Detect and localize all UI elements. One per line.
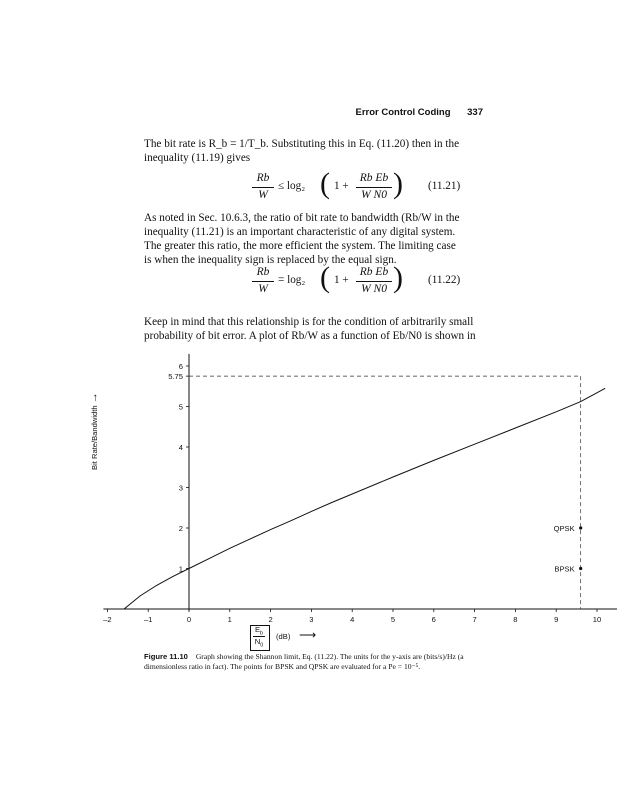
x-tick-label: 9: [554, 615, 559, 624]
y-axis-arrow: →: [88, 392, 100, 404]
eq1-rhs-denominator: W N0: [361, 189, 387, 201]
paragraph-line: inequality (11.21) is an important characteristic of any digital system.: [144, 226, 456, 238]
paragraph-line: Keep in mind that this relationship is for the condition of arbitrarily small: [144, 316, 474, 328]
running-title: Error Control Coding: [355, 107, 451, 118]
eq2-relation: = log₂: [278, 274, 306, 286]
y-tick-label: 1: [178, 564, 183, 574]
eq1-right-paren: ): [393, 167, 403, 200]
eq1-one-plus: 1 +: [334, 180, 349, 192]
data-point-label: BPSK: [554, 564, 575, 574]
caption-text: Graph showing the Shannon limit, Eq. (11.22). The units for the y-axis are (bits/s)/Hz (a dimensionless ratio in fact). The points for BPSK and QPSK are evaluated for a Pe = 10⁻⁵.: [144, 652, 464, 672]
x-tick-label: 6: [431, 615, 436, 624]
y-axis-label: [88, 350, 100, 470]
eq2-number: (11.22): [428, 274, 461, 286]
eq2-lhs-denominator: W: [258, 283, 268, 295]
x-tick-label: –2: [103, 615, 112, 624]
eq1-lhs-numerator: Rb: [256, 172, 270, 184]
series-line-shannon-limit: [124, 388, 605, 609]
eq2-one-plus: 1 +: [334, 274, 349, 286]
x-tick-label: 8: [513, 615, 518, 624]
x-axis-arrow: ⟶: [299, 628, 317, 642]
x-label-denominator: $N_0$: [254, 637, 264, 649]
y-tick-label: 3: [178, 483, 183, 493]
page-number: 337: [467, 107, 483, 118]
data-point-label: QPSK: [553, 524, 575, 533]
figure-label: Figure 11.10: [144, 652, 188, 661]
y-tick-label: 5.75: [168, 372, 183, 382]
x-tick-label: –1: [143, 615, 153, 624]
paragraph-line: The bit rate is R_b = 1/T_b. Substituting this in Eq. (11.20) then in the: [144, 138, 460, 150]
x-tick-label: 4: [350, 615, 355, 624]
y-tick-label: 4: [178, 443, 183, 452]
y-axis-title: Bit Rate/Bandwidth: [90, 405, 99, 470]
eq1-left-paren: (: [320, 167, 330, 200]
eq1-lhs-denominator: W: [258, 189, 268, 201]
paragraph-line: As noted in Sec. 10.6.3, the ratio of bit rate to bandwidth (Rb/W in the: [144, 212, 460, 224]
x-tick-label: 1: [227, 615, 232, 624]
paragraph-line: inequality (11.19) gives: [144, 152, 251, 164]
paragraph-line: probability of bit error. A plot of Rb/W as a function of Eb/N0 is shown in: [144, 330, 476, 342]
x-axis-label: [250, 625, 330, 653]
data-point-bpsk: [579, 567, 582, 570]
x-axis-unit: (dB): [276, 632, 291, 641]
x-tick-label: 3: [309, 615, 314, 624]
data-point-qpsk: [579, 526, 582, 529]
y-tick-label: 2: [178, 524, 183, 533]
eq1-rhs-numerator: Rb Eb: [359, 172, 389, 184]
eq2-rhs-numerator: Rb Eb: [359, 266, 389, 278]
x-tick-label: 2: [268, 615, 273, 624]
eq2-rhs-denominator: W N0: [361, 283, 387, 295]
eq2-lhs-numerator: Rb: [256, 266, 270, 278]
x-label-numerator: $E_b$: [254, 625, 264, 637]
y-tick-label: 6: [178, 362, 183, 371]
x-tick-label: 7: [472, 615, 477, 624]
x-tick-label: 10: [592, 615, 602, 624]
y-tick-label: 5: [178, 402, 183, 412]
eq2-right-paren: ): [393, 261, 403, 294]
figure-caption: [144, 652, 474, 672]
eq2-left-paren: (: [320, 261, 330, 294]
eq1-number: (11.21): [428, 180, 461, 192]
x-tick-label: 0: [186, 615, 192, 624]
eq1-relation: ≤ log₂: [278, 180, 306, 192]
x-tick-label: 5: [390, 615, 396, 624]
paragraph-line: is when the inequality sign is replaced by the equal sign.: [144, 254, 397, 266]
paragraph-line: The greater this ratio, the more efficient the system. The limiting case: [144, 240, 456, 252]
